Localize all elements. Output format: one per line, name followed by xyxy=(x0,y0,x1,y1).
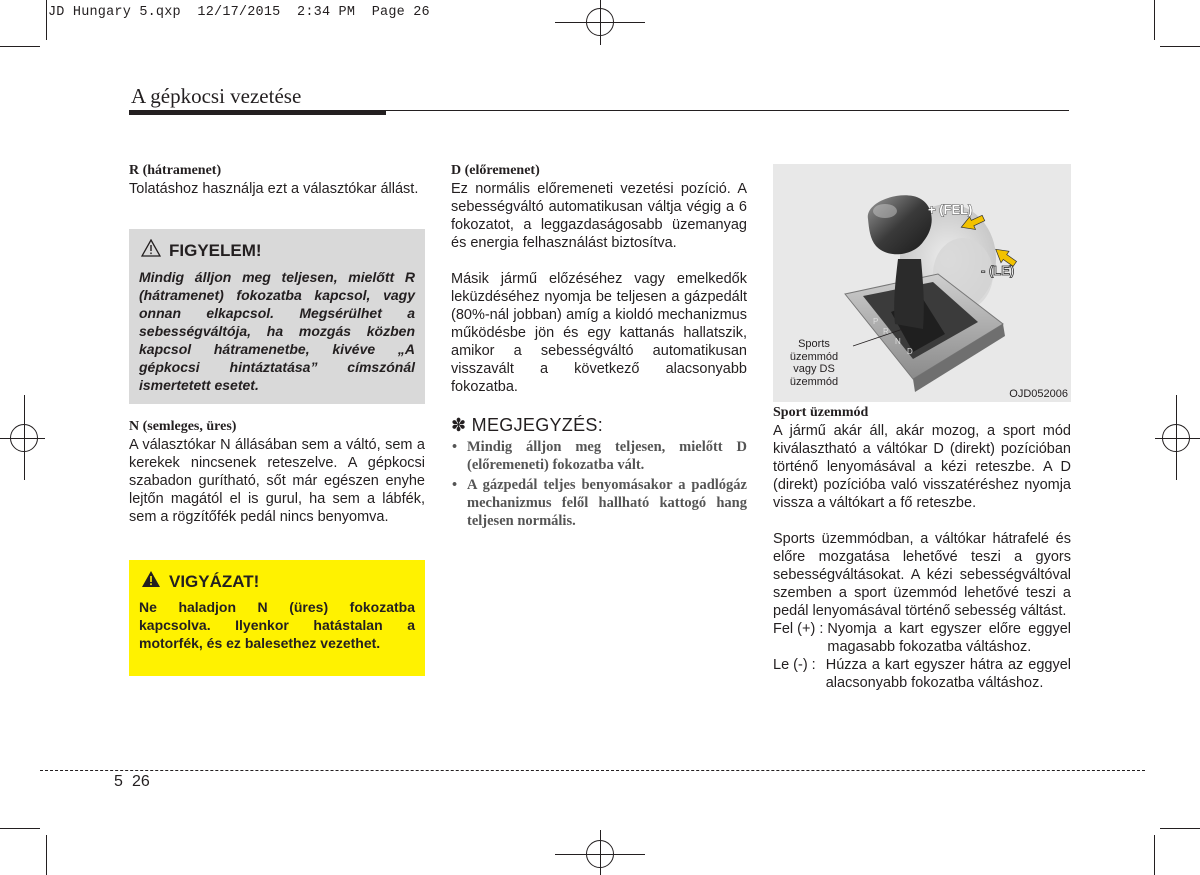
sport-text-1: A jármű akár áll, akár mozog, a sport mód kiválasztható a váltókar D (direkt) pozícióban történő lenyomásával a kézi reteszbe. A D (direkt) pozícióba való visszatéréshez nyomja vissza a váltókart a fő reteszbe. xyxy=(773,423,1071,511)
crop-mark xyxy=(1154,835,1155,875)
column-middle xyxy=(451,162,747,532)
svg-text:R: R xyxy=(883,327,889,336)
sport-heading: Sport üzemmód xyxy=(773,405,869,420)
crop-mark xyxy=(1154,0,1155,40)
warning-title xyxy=(141,239,415,262)
svg-text:N: N xyxy=(895,337,901,346)
le-text: Húzza a kart egyszer hátra az eggyel alacsonyabb fokozatba váltáshoz. xyxy=(825,657,1071,691)
n-text: A választókar N állásában sem a váltó, sem a kerekek nincsenek reteszelve. A gépkocsi szabadon gurítható, sőt már egészen enyhe lejtőn magától el is gurul, ha sem a lábfék, sem a rögzítőfék pedál nincs benyomva. xyxy=(129,437,425,525)
sport-text-2: Sports üzemmódban, a váltókar hátrafelé és előre mozgatása lehetővé teszi a gyors sebességváltásokat. A kézi sebességváltóval szemben a sport üzemmód lehetővé teszi a pedál lenyomásával történő sebesség váltást. xyxy=(773,531,1071,619)
sports-mode-callout: Sports üzemmód vagy DS üzemmód xyxy=(789,338,839,388)
n-heading: N (semleges, üres) xyxy=(129,419,237,434)
caution-box xyxy=(129,560,425,676)
shift-up-label: + (FEL) xyxy=(928,202,973,217)
registration-cross xyxy=(0,438,45,439)
le-item xyxy=(773,656,1071,692)
warning-box xyxy=(129,229,425,404)
section-title: A gépkocsi vezetése xyxy=(131,84,302,108)
note-title: ✽ MEGJEGYZÉS: xyxy=(451,415,604,435)
crop-mark xyxy=(1160,828,1200,829)
r-text: Tolatáshoz használja ezt a választókar állást. xyxy=(129,181,419,197)
note-list xyxy=(451,438,747,530)
crop-mark xyxy=(1160,46,1200,47)
d-text-2: Másik jármű előzéséhez vagy emelkedők leküzdéséhez nyomja be teljesen a gázpedált (80%-nál jobban) amíg a kioldó mechanizmus működésbe jön és egy kattanás hallatszik, amikor a sebességváltó automatikusan visszavált a következő alacsonyabb fokozatba. xyxy=(451,271,747,395)
caution-title xyxy=(141,570,415,593)
warning-text: Mindig álljon meg teljesen, mielőtt R (hátramenet) fokozatba kapcsol, vagy onnan elkapcsol. Megsérülhet a sebességváltója, ha mozgás közben kapcsol hátramenetbe, kivéve „A gépkocsi hintáztatása” címszónál ismertetett esetet. xyxy=(139,269,415,393)
fel-item xyxy=(773,620,1071,656)
svg-text:D: D xyxy=(907,347,913,356)
chapter-number: 5 xyxy=(114,773,123,790)
crop-mark xyxy=(0,46,40,47)
footer-rule xyxy=(40,770,1145,771)
r-heading: R (hátramenet) xyxy=(129,163,222,178)
svg-text:P: P xyxy=(873,317,879,326)
page-number: 26 xyxy=(132,773,150,790)
registration-cross xyxy=(555,854,645,855)
print-slug: JD Hungary 5.qxp 12/17/2015 2:34 PM Page 26 xyxy=(48,5,430,20)
fel-text: Nyomja a kart egyszer előre eggyel magasabb fokozatba váltáshoz. xyxy=(827,621,1071,655)
figure-code: OJD052006 xyxy=(1009,388,1068,400)
registration-cross xyxy=(555,22,645,23)
caution-triangle-icon xyxy=(141,570,161,593)
note-item: • Mindig álljon meg teljesen, mielőtt D (előremeneti) fokozatba vált. xyxy=(451,438,747,474)
note-item: • A gázpedál teljes benyomásakor a padlógáz mechanizmus felől hallható kattogó hang teljesen normális. xyxy=(451,476,747,530)
crop-mark xyxy=(46,0,47,40)
gear-shift-figure xyxy=(773,164,1071,402)
registration-cross xyxy=(1155,438,1200,439)
warning-title-text: FIGYELEM! xyxy=(169,240,262,260)
title-rule-accent xyxy=(129,110,386,115)
warning-triangle-icon xyxy=(141,239,161,262)
column-left xyxy=(129,162,425,198)
d-text-1: Ez normális előremeneti vezetési pozíció. A sebességváltó automatikusan váltja végig a 6 fokozatot, a leggazdaságosabb üzemanyag és energia felhasználást biztosítva. xyxy=(451,181,747,251)
fel-label: Fel (+) : xyxy=(773,621,828,637)
d-heading: D (előremenet) xyxy=(451,163,540,178)
column-right xyxy=(773,404,1071,692)
le-label: Le (-) : xyxy=(773,657,820,673)
column-left-n xyxy=(129,418,425,526)
crop-mark xyxy=(46,835,47,875)
caution-text: Ne haladjon N (üres) fokozatba kapcsolva. Ilyenkor hatástalan a motorfék, és ez balesethez vezethet. xyxy=(139,599,415,651)
caution-title-text: VIGYÁZAT! xyxy=(169,571,260,591)
registration-cross xyxy=(600,830,601,875)
shift-down-label: - (LE) xyxy=(981,263,1015,278)
crop-mark xyxy=(0,828,40,829)
